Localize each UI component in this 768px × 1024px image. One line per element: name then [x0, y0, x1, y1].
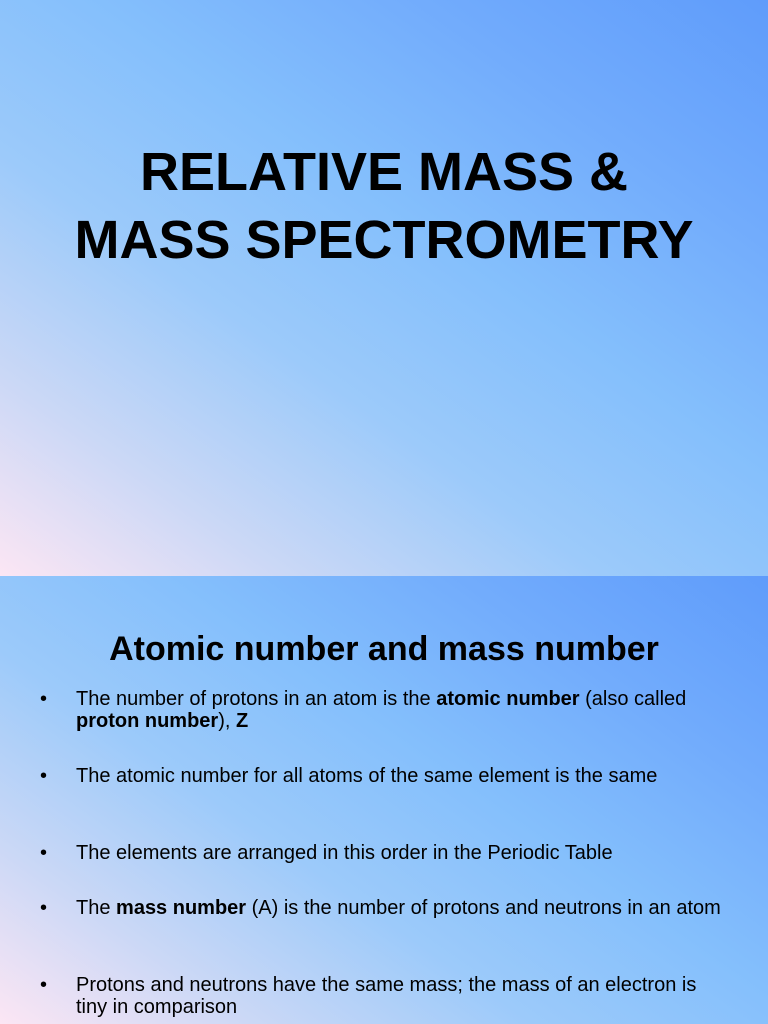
slide-heading: Atomic number and mass number — [109, 630, 659, 668]
slide-title-line-2: MASS SPECTROMETRY — [74, 210, 694, 270]
bold-term: Z — [236, 710, 249, 732]
bold-term: atomic number — [436, 688, 580, 710]
bullet-text-segment: (also called — [579, 688, 687, 710]
bullet-text-segment: The — [76, 897, 117, 919]
slide-title-line-1: RELATIVE MASS & — [139, 142, 629, 202]
slide-title — [0, 138, 768, 274]
bullet-text-segment: ), — [218, 710, 236, 732]
content-slide — [0, 576, 768, 1024]
bullet-icon: • — [40, 842, 48, 864]
bullet-icon: • — [40, 897, 48, 919]
bullet-item — [40, 688, 730, 732]
bullet-text-segment: (A) is the number of protons and neutrons in an atom — [246, 897, 721, 919]
bullet-item — [40, 842, 730, 864]
bullet-icon: • — [40, 688, 48, 710]
bold-term: proton number — [76, 710, 219, 732]
bullet-item — [40, 765, 730, 787]
bullet-text — [76, 897, 730, 919]
bullet-item — [40, 974, 730, 1018]
bullet-text: The elements are arranged in this order in the Periodic Table — [76, 842, 613, 864]
bullet-text — [76, 688, 730, 732]
bullet-item — [40, 897, 730, 919]
bullet-icon: • — [40, 765, 48, 787]
bold-term: mass number — [116, 897, 247, 919]
bullet-text: The atomic number for all atoms of the same element is the same — [76, 765, 658, 787]
bullet-icon: • — [40, 974, 48, 996]
bullet-text-segment: The number of protons in an atom is the — [76, 688, 437, 710]
bullet-text: Protons and neutrons have the same mass; the mass of an electron is tiny in comparison — [76, 974, 697, 1018]
